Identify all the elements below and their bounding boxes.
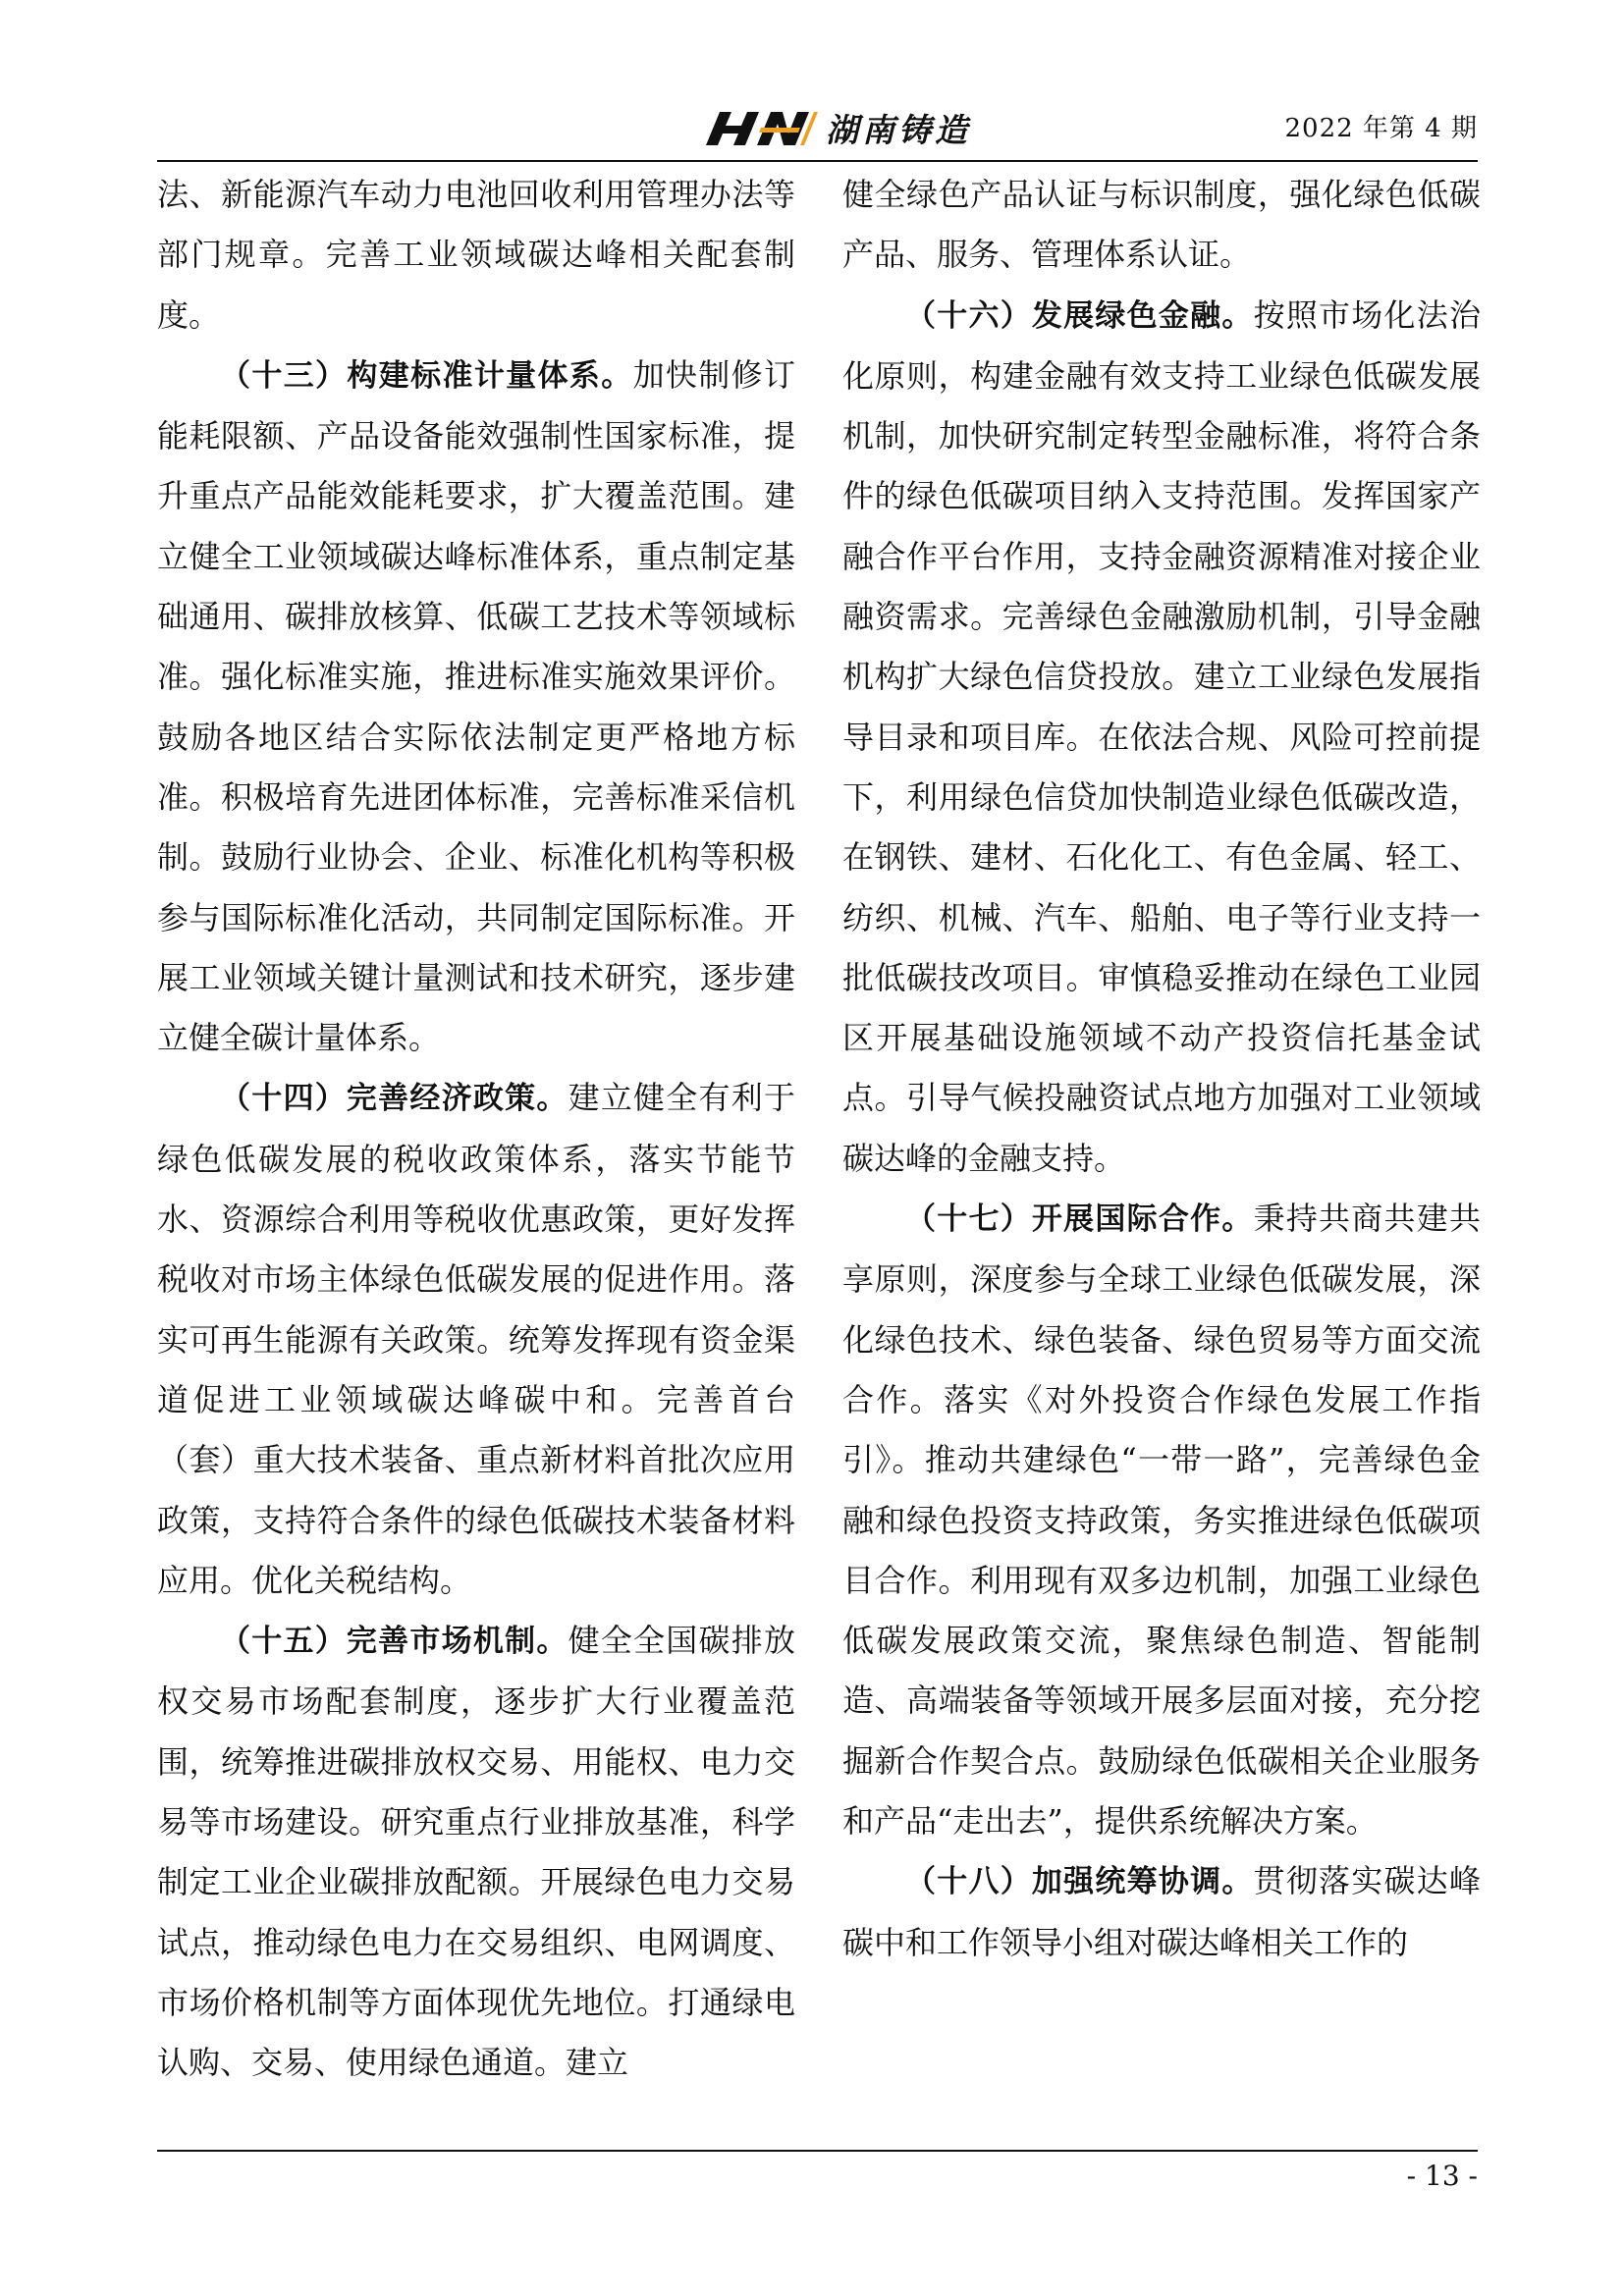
section-heading: （十八）加强统筹协调。 bbox=[905, 1864, 1254, 1900]
section-body: 按照市场化法治化原则，构建金融有效支持工业绿色低碳发展机制，加快研究制定转型金融标准，将符合条件的绿色低碳项目纳入支持范围。发挥国家产融合作平台作用，支持金融资源精准对接企业融资需求。完善绿色金融激励机制，引导金融机构扩大绿色信贷投放。建立工业绿色发展指导目录和项目库。在依法合规、风险可控前提下，利用绿色信贷加快制造业绿色低碳改造，在钢铁、建材、石化化工、有色金属、轻工、纺织、机械、汽车、船舶、电子等行业支持一批低碳技改项目。审慎稳妥推动在绿色工业园区开展基础设施领域不动产投资信托基金试点。引导气候投融资试点地方加强对工业领域碳达峰的金融支持。 bbox=[842, 295, 1481, 1177]
paragraph: 健全绿色产品认证与标识制度，强化绿色低碳产品、服务、管理体系认证。 bbox=[842, 176, 1481, 274]
journal-logo bbox=[702, 98, 971, 157]
section-heading: （十四）完善经济政策。 bbox=[220, 1081, 568, 1117]
paragraph bbox=[157, 1611, 795, 2093]
right-column bbox=[842, 165, 1481, 1973]
page-number: - 13 - bbox=[1406, 2160, 1478, 2192]
paragraph bbox=[842, 1851, 1481, 1973]
section-body: 健全全国碳排放权交易市场配套制度，逐步扩大行业覆盖范围，统筹推进碳排放权交易、用能权、电力交易等市场建设。研究重点行业排放基准，科学制定工业企业碳排放配额。开展绿色电力交易试点，推动绿色电力在交易组织、电网调度、市场价格机制等方面体现优先地位。打通绿电认购、交易、使用绿色通道。建立 bbox=[157, 1622, 795, 2082]
section-heading: （十五）完善市场机制。 bbox=[220, 1624, 568, 1660]
paragraph bbox=[842, 1189, 1481, 1851]
paragraph bbox=[157, 1068, 795, 1611]
section-body: 加快制修订能耗限额、产品设备能效强制性国家标准，提升重点产品能效能耗要求，扩大覆盖范围。建立健全工业领域碳达峰标准体系，重点制定基础通用、碳排放核算、低碳工艺技术等领域标准。强化标准实施，推进标准实施效果评价。鼓励各地区结合实际依法制定更严格地方标准。积极培育先进团体标准，完善标准采信机制。鼓励行业协会、企业、标准化机构等积极参与国际标准化活动，共同制定国际标准。开展工业领域关键计量测试和技术研究，逐步建立健全碳计量体系。 bbox=[157, 355, 795, 1057]
issue-number: 2022 年第 4 期 bbox=[1284, 114, 1478, 143]
section-heading: （十三）构建标准计量体系。 bbox=[220, 357, 633, 394]
paragraph bbox=[157, 346, 795, 1069]
footer-divider bbox=[157, 2150, 1478, 2152]
paragraph: 法、新能源汽车动力电池回收利用管理办法等部门规章。完善工业领域碳达峰相关配套制度。 bbox=[157, 176, 795, 334]
section-heading: （十七）开展国际合作。 bbox=[905, 1201, 1254, 1238]
page-header bbox=[157, 98, 1478, 157]
header-divider bbox=[157, 160, 1478, 162]
section-body: 贯彻落实碳达峰碳中和工作领导小组对碳达峰相关工作的 bbox=[842, 1862, 1481, 1961]
section-body: 建立健全有利于绿色低碳发展的税收政策体系，落实节能节水、资源综合利用等税收优惠政策，更好发挥税收对市场主体绿色低碳发展的促进作用。落实可再生能源有关政策。统筹发挥现有资金渠道促进工业领域碳达峰碳中和。完善首台（套）重大技术装备、重点新材料首批次应用政策，支持符合条件的绿色低碳技术装备材料应用。优化关税结构。 bbox=[157, 1079, 795, 1599]
journal-name: 湖南铸造 bbox=[826, 110, 971, 149]
hnf-logo-icon bbox=[702, 106, 820, 149]
paragraph bbox=[842, 286, 1481, 1189]
left-column bbox=[157, 165, 795, 2094]
section-body: 秉持共商共建共享原则，深度参与全球工业绿色低碳发展，深化绿色技术、绿色装备、绿色贸易等方面交流合作。落实《对外投资合作绿色发展工作指引》。推动共建绿色“一带一路”，完善绿色金融和绿色投资支持政策，务实推进绿色低碳项目合作。利用现有双多边机制，加强工业绿色低碳发展政策交流，聚焦绿色制造、智能制造、高端装备等领域开展多层面对接，充分挖掘新合作契合点。鼓励绿色低碳相关企业服务和产品“走出去”，提供系统解决方案。 bbox=[842, 1200, 1481, 1841]
section-heading: （十六）发展绿色金融。 bbox=[905, 297, 1254, 334]
